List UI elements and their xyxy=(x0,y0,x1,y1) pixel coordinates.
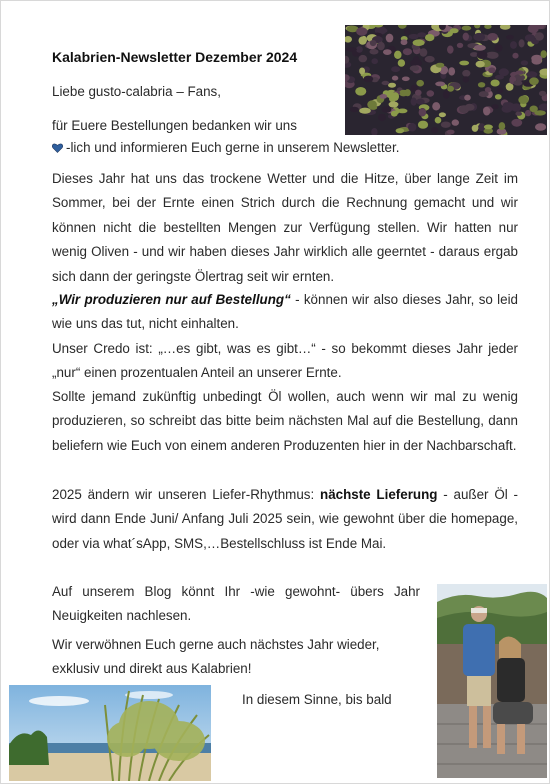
olive xyxy=(432,102,440,110)
olive xyxy=(416,80,424,87)
beach-image xyxy=(9,685,211,781)
olive xyxy=(394,51,402,59)
olive xyxy=(399,90,408,97)
olive xyxy=(510,41,517,49)
olive xyxy=(447,130,455,135)
olive xyxy=(521,60,528,65)
olive xyxy=(411,98,417,106)
thanks-line-2-text: -lich und informieren Euch gerne in unserem Newsletter. xyxy=(66,140,400,155)
thanks-line-1: für Euere Bestellungen bedanken wir uns xyxy=(52,118,297,133)
couple-photo xyxy=(437,584,547,778)
olive xyxy=(448,67,455,75)
newsletter-title: Kalabrien-Newsletter Dezember 2024 xyxy=(52,49,298,65)
olive xyxy=(356,27,367,36)
greeting: Liebe gusto-calabria – Fans, xyxy=(52,84,221,99)
olive xyxy=(404,29,410,35)
olive xyxy=(530,106,538,113)
olive xyxy=(472,125,479,132)
olive xyxy=(473,33,485,41)
olive xyxy=(452,119,459,125)
olive xyxy=(497,88,504,94)
olive xyxy=(359,55,368,62)
olive xyxy=(447,86,454,92)
olive xyxy=(519,39,525,47)
delivery-text-start: 2025 ändern wir unseren Liefer-Rhythmus: xyxy=(52,487,321,502)
olive xyxy=(457,43,463,48)
olive xyxy=(435,117,442,124)
olive xyxy=(359,108,371,114)
olive xyxy=(495,75,504,80)
olive xyxy=(503,102,509,109)
heart-icon xyxy=(52,143,63,153)
olive xyxy=(392,92,399,101)
olive xyxy=(420,48,428,56)
olive xyxy=(529,77,539,85)
paragraph-delivery xyxy=(52,483,518,556)
couple-image xyxy=(437,584,547,778)
olive xyxy=(447,46,454,54)
olive xyxy=(391,66,400,72)
olive xyxy=(462,26,472,31)
olive xyxy=(425,56,435,63)
delivery-text-rest: - außer Öl - wird dann Ende Juni/ Anfang Juli 2025 sein, wie gewohnt über die homepage, oder via what´sApp, SMS,…Bestellschluss ist Ende Mai. xyxy=(52,487,518,551)
olive xyxy=(346,47,357,51)
olive xyxy=(391,111,398,117)
olive xyxy=(382,81,390,85)
olive xyxy=(378,114,386,121)
olive xyxy=(476,61,485,68)
olive xyxy=(512,53,518,59)
olive xyxy=(408,123,416,132)
olive xyxy=(370,40,377,46)
olive xyxy=(463,76,470,82)
olive xyxy=(459,61,469,66)
olive xyxy=(464,95,471,101)
olive xyxy=(350,107,359,112)
credo-quote: „Wir produzieren nur auf Bestellung“ xyxy=(52,292,291,307)
olive xyxy=(436,63,445,68)
olive xyxy=(380,94,388,99)
olive xyxy=(370,49,379,55)
olive xyxy=(410,65,419,71)
olive xyxy=(382,106,392,113)
olive xyxy=(396,128,405,133)
olives-photo xyxy=(345,25,547,135)
olive xyxy=(427,90,435,96)
olive xyxy=(416,99,425,105)
credo-line-2: Unser Credo ist: „…es gibt, was es gibt…“ - so bekommt dieses Jahr jeder „nur“ einen prozentualen Anteil an unserer Ernte. xyxy=(52,340,518,381)
olive xyxy=(383,49,392,55)
olive xyxy=(541,50,547,58)
olives-image xyxy=(345,25,547,135)
paragraph-blog: Auf unserem Blog könnt Ihr -wie gewohnt- übers Jahr Neuigkeiten nachlesen. xyxy=(52,584,420,624)
olive xyxy=(450,28,459,33)
olive xyxy=(359,68,365,75)
olive xyxy=(418,121,428,129)
olive xyxy=(401,39,408,45)
olive xyxy=(474,45,486,51)
olive xyxy=(415,90,422,96)
olive xyxy=(389,101,399,107)
olive xyxy=(392,76,398,81)
olive xyxy=(431,127,438,133)
paragraph-oil-request: Sollte jemand zukünftig unbedingt Öl wollen, auch wenn wir mal zu wenig produzieren, so schreibt das bitte beim nächsten Mal auf die Bestellung, dann beliefern wie Euch von einem anderen Produzenten hier in der Nachbarschaft. xyxy=(52,389,518,453)
olive xyxy=(441,122,451,128)
olive xyxy=(516,70,524,74)
olive xyxy=(488,67,495,73)
paragraph-credo xyxy=(52,288,518,386)
olive xyxy=(402,77,410,82)
olive xyxy=(425,34,434,41)
paragraph-harvest: Dieses Jahr hat uns das trockene Wetter und die Hitze, über lange Zeit im Sommer, bei der Ernte einen Strich durch die Rechnung gemacht und wir können nicht die bestellten Mengen zur Verfügung stellen. Wir hatten nur wenig Oliven - und wir haben dieses Jahr wirklich alle geerntet - daraus ergab sich dann der geringste Ölertrag seit wir ernten. xyxy=(52,171,518,284)
olive xyxy=(518,96,528,104)
olive xyxy=(419,108,427,116)
olive xyxy=(535,32,544,40)
olive xyxy=(484,125,493,130)
olive xyxy=(409,34,419,39)
olive xyxy=(532,58,542,65)
olive xyxy=(483,107,490,116)
olive xyxy=(539,91,546,96)
thanks-line-2 xyxy=(52,136,399,160)
olive xyxy=(478,82,485,87)
olive xyxy=(477,51,488,59)
olive xyxy=(491,104,498,109)
olive xyxy=(506,35,514,40)
beach-photo xyxy=(9,685,211,781)
olive xyxy=(376,28,387,33)
olive xyxy=(499,122,506,130)
olive xyxy=(462,70,470,77)
olive xyxy=(511,119,522,127)
olive xyxy=(355,87,366,96)
olive xyxy=(487,33,498,41)
olive xyxy=(435,82,445,87)
olive xyxy=(465,104,475,111)
olive xyxy=(495,94,502,99)
olive xyxy=(386,34,394,43)
olive xyxy=(479,91,489,97)
olive xyxy=(513,80,522,85)
closing-line: In diesem Sinne, bis bald xyxy=(242,692,392,707)
olive xyxy=(515,112,522,116)
olive xyxy=(526,71,537,77)
olive xyxy=(463,33,469,41)
paragraph-next-year: Wir verwöhnen Euch gerne auch nächstes Jahr wieder, exklusiv und direkt aus Kalabrien! xyxy=(52,637,380,677)
olive xyxy=(535,123,546,131)
olive xyxy=(443,90,450,98)
olive xyxy=(361,36,367,44)
credo-text: - können wir also dieses Jahr, so leid wie uns das tut, nicht einhalten. xyxy=(52,292,518,332)
olive xyxy=(495,44,503,51)
olive xyxy=(398,59,405,67)
olive xyxy=(377,42,385,51)
olive xyxy=(439,112,446,117)
olive xyxy=(413,39,425,46)
olive xyxy=(363,76,373,83)
delivery-highlight: nächste Lieferung xyxy=(320,487,438,502)
olive xyxy=(403,48,412,55)
olive xyxy=(371,58,378,64)
olive xyxy=(369,106,377,110)
olive xyxy=(491,80,500,87)
